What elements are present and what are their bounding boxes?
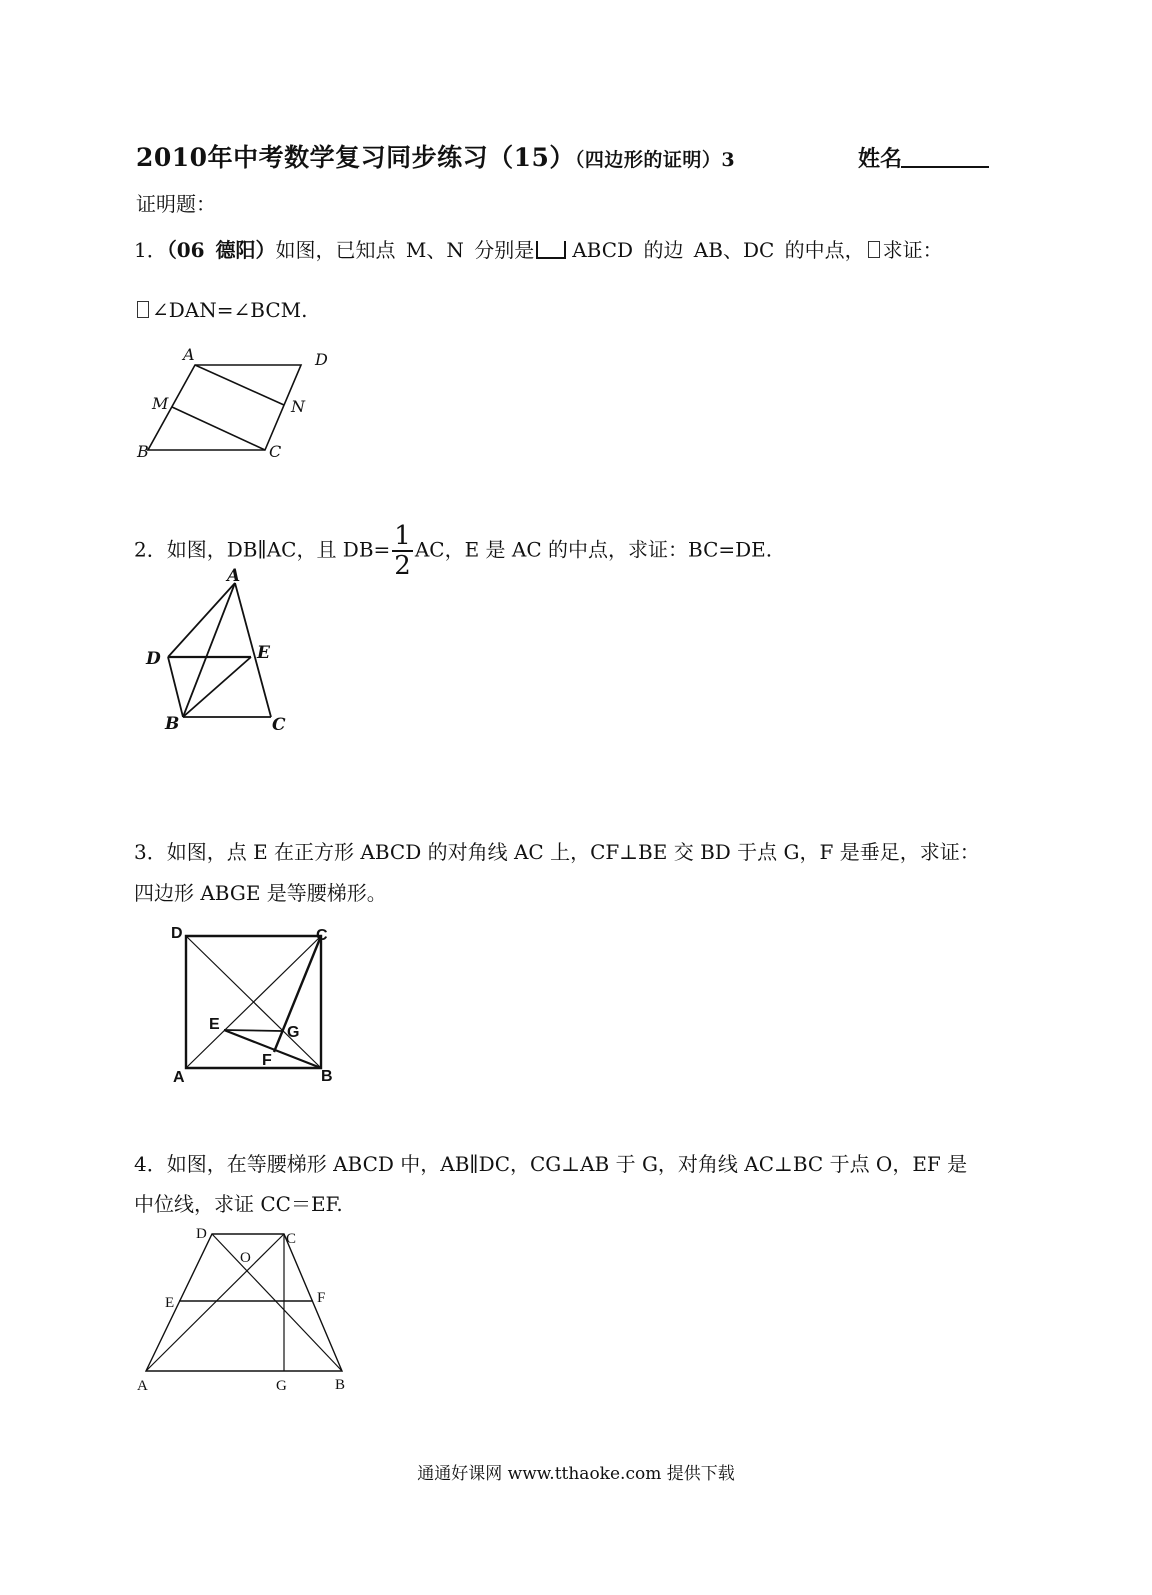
fig2-label-a: A bbox=[227, 566, 241, 586]
problem-1-number: 1． bbox=[134, 238, 167, 262]
fig3-label-b: B bbox=[321, 1068, 333, 1085]
fig1-label-a: A bbox=[183, 345, 195, 364]
problem-2-text-a: 2．如图，DB∥AC，且 DB= bbox=[134, 537, 391, 562]
fig2-label-b: B bbox=[165, 714, 180, 734]
fig4-label-b: B bbox=[335, 1377, 346, 1393]
footer-credit: 通通好课网 www.tthaoke.com 提供下载 bbox=[417, 1464, 735, 1484]
fig4-label-c: C bbox=[286, 1231, 297, 1247]
problem-4-line-1: 4．如图，在等腰梯形 ABCD 中，AB∥DC，CG⊥AB 于 G，对角线 AC⊥BC 于点 O，EF 是 bbox=[134, 1152, 968, 1176]
problem-3-line-2: 四边形 ABGE 是等腰梯形。 bbox=[134, 881, 387, 905]
fraction-denominator: 2 bbox=[394, 551, 411, 581]
problem-1-text-c: 求证： bbox=[882, 238, 943, 262]
problem-4-line-2: 中位线，求证 CC＝EF. bbox=[134, 1192, 343, 1216]
section-label: 证明题： bbox=[136, 192, 216, 216]
fraction-numerator: 1 bbox=[394, 521, 411, 551]
fig1-label-d: D bbox=[315, 350, 328, 369]
fig1-label-n: N bbox=[291, 397, 305, 416]
name-label: 姓名 bbox=[858, 146, 903, 172]
fig1-label-c: C bbox=[269, 442, 282, 461]
fig3-label-c: C bbox=[316, 927, 328, 944]
fig3-label-g: G bbox=[287, 1024, 300, 1041]
problem-2-text-b: AC，E 是 AC 的中点，求证：BC=DE. bbox=[414, 537, 773, 562]
fig2-label-d: D bbox=[146, 649, 161, 669]
fig3-label-e: E bbox=[209, 1016, 220, 1033]
fig4-label-d: D bbox=[196, 1226, 207, 1242]
fig3-label-d: D bbox=[171, 925, 183, 942]
fig4-label-o: O bbox=[240, 1250, 251, 1266]
fig3-label-f: F bbox=[262, 1052, 272, 1069]
problem-3-line-1: 3．如图，点 E 在正方形 ABCD 的对角线 AC 上，CF⊥BE 交 BD 于点 G，F 是垂足，求证： bbox=[134, 840, 980, 864]
problem-1-claim: ∠DAN=∠BCM. bbox=[152, 298, 308, 322]
fig3-label-a: A bbox=[173, 1069, 185, 1086]
fig1-label-m: M bbox=[152, 394, 169, 413]
fig1-label-b: B bbox=[137, 442, 149, 461]
fig4-label-e: E bbox=[165, 1295, 175, 1311]
problem-1-source: （06 德阳） bbox=[166, 238, 276, 262]
problem-1-text-a: 如图，已知点 M、N 分别是 bbox=[275, 238, 535, 262]
fig4-label-g: G bbox=[276, 1378, 287, 1394]
problem-1-text-b: ABCD 的边 AB、DC 的中点， bbox=[572, 238, 865, 262]
title-main: 2010年中考数学复习同步练习（15） bbox=[136, 143, 575, 172]
fig2-label-c: C bbox=[272, 715, 286, 735]
fig2-label-e: E bbox=[257, 643, 270, 663]
fig4-label-a: A bbox=[137, 1378, 148, 1394]
title-sub: （四边形的证明）3 bbox=[574, 149, 736, 171]
fig4-label-f: F bbox=[317, 1290, 326, 1306]
